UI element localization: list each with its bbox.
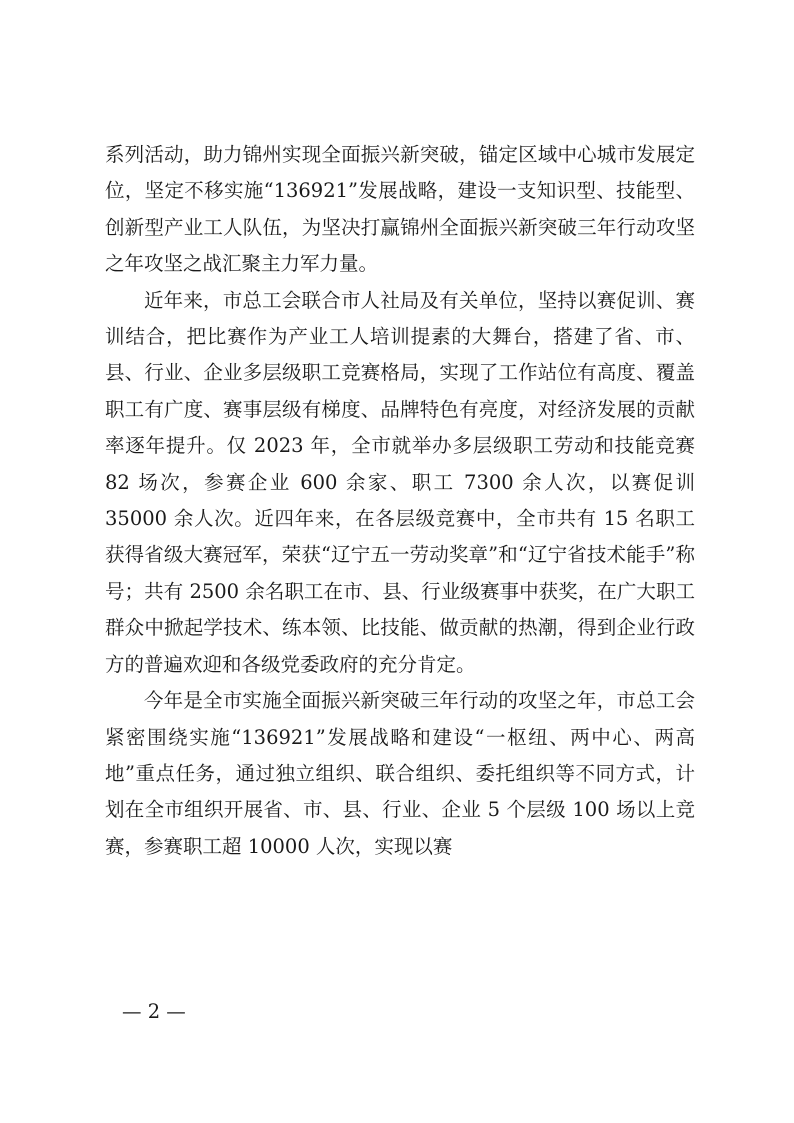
page-number: — 2 — [122, 1000, 186, 1023]
paragraph-continuation: 系列活动，助力锦州实现全面振兴新突破，锚定区域中心城市发展定位，坚定不移实施“136921”发展战略，建设一支知识型、技能型、创新型产业工人队伍，为坚决打赢锦州全面振兴新突破三年行动攻坚之年攻坚之战汇聚主力军力量。 [105, 143, 695, 276]
paragraph-competitions-overview: 近年来，市总工会联合市人社局及有关单位，坚持以赛促训、赛训结合，把比赛作为产业工人培训提素的大舞台，搭建了省、市、县、行业、企业多层级职工竞赛格局，实现了工作站位有高度、覆盖职工有广度、赛事层级有梯度、品牌特色有亮度，对经济发展的贡献率逐年提升。仅 2023 年，全市就举办多层级职工劳动和技能竞赛 82 场次，参赛企业 600 余家、职工 7300 余人次，以赛促训 35000 余人次。近四年来，在各层级竞赛中，全市共有 15 名职工获得省级大赛冠军，荣获“辽宁五一劳动奖章”和“辽宁省技术能手”称号；共有 2500 余名职工在市、县、行业级赛事中获奖，在广大职工群众中掀起学技术、练本领、比技能、做贡献的热潮，得到企业行政方的普遍欢迎和各级党委政府的充分肯定。 [105, 288, 695, 676]
paragraph-this-year-plan: 今年是全市实施全面振兴新突破三年行动的攻坚之年，市总工会紧密围绕实施“136921”发展战略和建设“一枢纽、两中心、两高地”重点任务，通过独立组织、联合组织、委托组织等不同方式，计划在全市组织开展省、市、县、行业、企业 5 个层级 100 场以上竞赛，参赛职工超 10000 人次，实现以赛 [105, 689, 695, 858]
body-text [105, 137, 695, 865]
